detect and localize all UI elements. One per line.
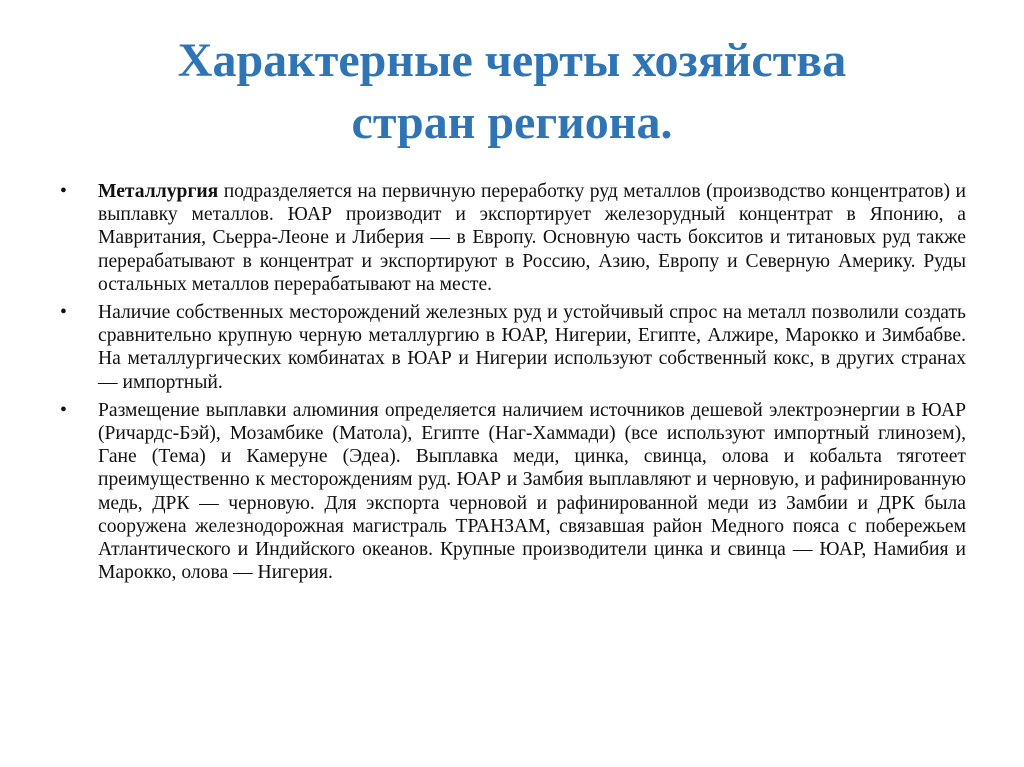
slide-title-line-2: стран региона. xyxy=(351,96,673,149)
bullet-item-metallurgy xyxy=(60,180,966,296)
bullet-text: Размещение выплавки алюминия определяется наличием источников дешевой электроэнергии в ЮАР (Ричардс-Бэй), Мозамбике (Матола), Египте (Наг-Хаммади) (все используют импортный глинозем), Гане (Тема) и Камеруне (Эдеа). Выплавка меди, цинка, свинца, олова и кобальта тяготеет преимущественно к месторождениям руд. ЮАР и Замбия выплавляют и черновую, и рафинированную медь, ДРК — черновую. Для экспорта черновой и рафинированной меди из Замбии и ДРК была сооружена железнодорожная магистраль ТРАНЗАМ, связавшая район Медного пояса с побережьем Атлантического и Индийского океанов. Крупные производители цинка и свинца — ЮАР, Намибия и Марокко, олова — Нигерия. xyxy=(98,399,966,584)
bullet-marker: • xyxy=(60,399,67,421)
bullet-list xyxy=(60,180,966,589)
bullet-marker: • xyxy=(60,302,67,324)
bullet-item-ferrous-metallurgy xyxy=(60,301,966,394)
slide-title xyxy=(80,30,944,154)
slide-title-line-1: Характерные черты хозяйства xyxy=(177,34,847,87)
bullet-bold-term: Металлургия xyxy=(98,181,219,202)
bullet-marker: • xyxy=(60,181,67,202)
bullet-text: Наличие собственных месторождений железных руд и устойчивый спрос на металл позволили создать сравнительно крупную черную металлургию в ЮАР, Нигерии, Египте, Алжире, Марокко и Зимбабве. На металлургических комбинатах в ЮАР и Нигерии используют собственный кокс, в других странах — импортный. xyxy=(98,302,966,393)
bullet-text: подразделяется на первичную переработку руд металлов (производство концентратов) и выплавку металлов. ЮАР производит и экспортирует железорудный концентрат в Японию, а Мавритания, Сьерра-Леоне и Либерия — в Европу. Основную часть бокситов и титановых руд также перерабатывают в концентрат и экспортируют в Россию, Азию, Европу и Северную Америку. Руды остальных металлов перерабатывают на месте. xyxy=(98,181,966,295)
bullet-item-aluminium xyxy=(60,399,966,585)
